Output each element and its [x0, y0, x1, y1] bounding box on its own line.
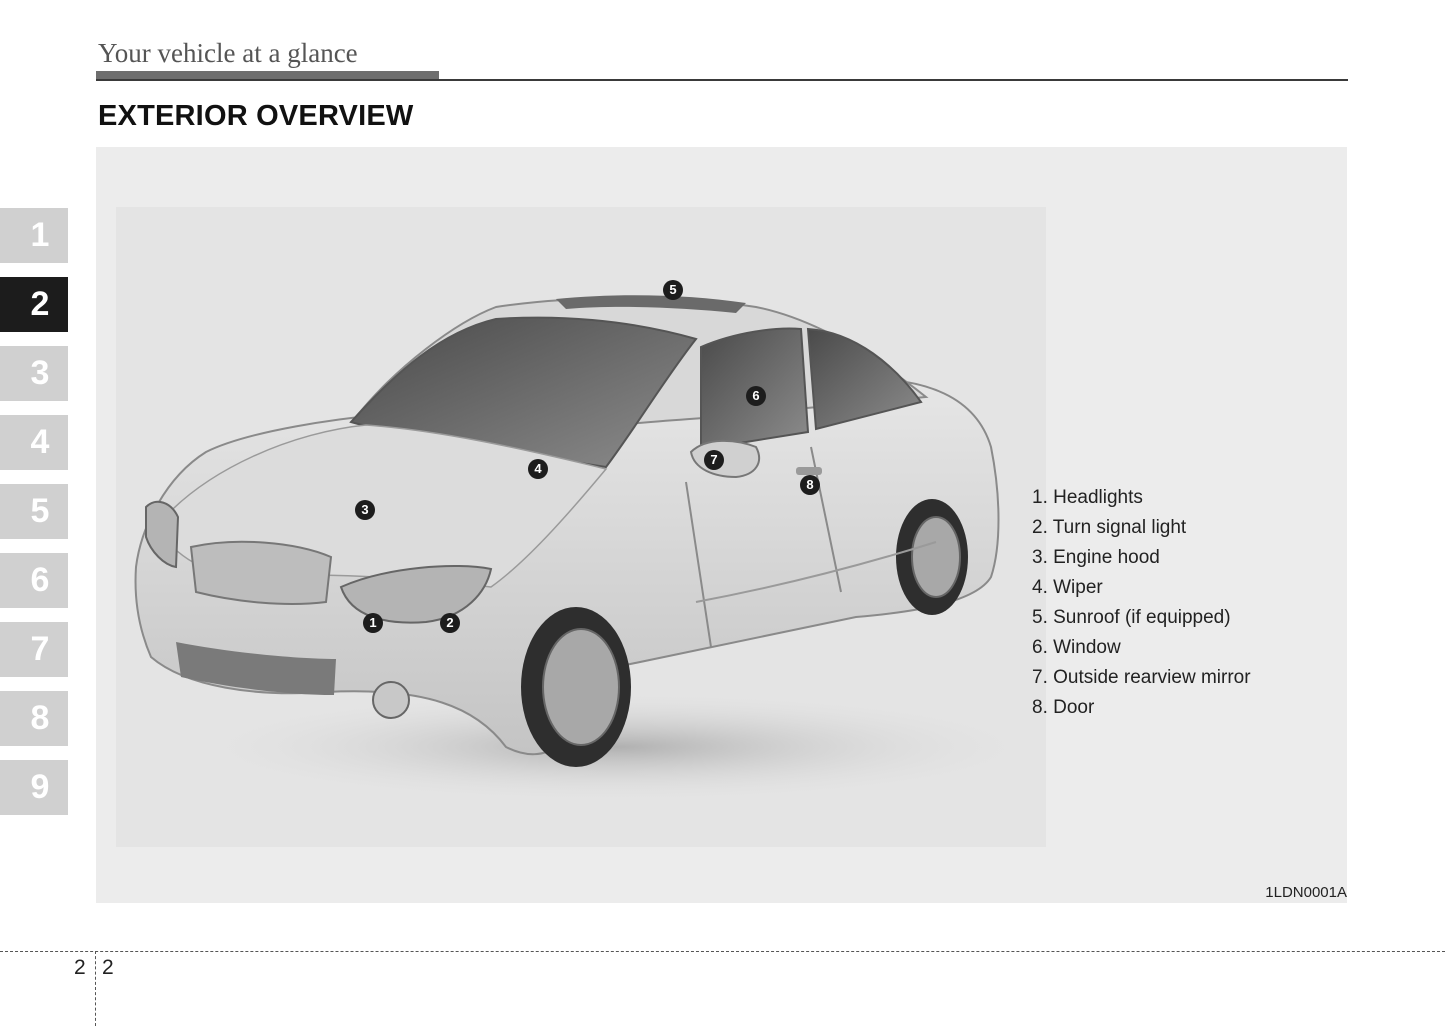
- chapter-tab-1[interactable]: 1: [0, 208, 68, 263]
- legend-item: 8. Door: [1032, 697, 1095, 718]
- legend-item: 3. Engine hood: [1032, 547, 1160, 568]
- fog-light: [373, 682, 409, 718]
- legend-item: 1. Headlights: [1032, 487, 1143, 508]
- parts-legend: [1032, 483, 1251, 723]
- chapter-tab-7[interactable]: 7: [0, 622, 68, 677]
- footer-vertical-divider: [95, 951, 96, 1026]
- grille: [191, 542, 331, 604]
- legend-item: 4. Wiper: [1032, 577, 1103, 598]
- footer-page-number: 2: [102, 956, 114, 979]
- callout-1: 1: [363, 613, 383, 633]
- chapter-tab-3[interactable]: 3: [0, 346, 68, 401]
- chapter-tabs: [0, 208, 68, 829]
- callout-7: 7: [704, 450, 724, 470]
- chapter-tab-9[interactable]: 9: [0, 760, 68, 815]
- legend-item: 5. Sunroof (if equipped): [1032, 607, 1231, 628]
- chapter-tab-8[interactable]: 8: [0, 691, 68, 746]
- callout-4: 4: [528, 459, 548, 479]
- legend-item: 2. Turn signal light: [1032, 517, 1187, 538]
- figure-code: 1LDN0001A: [1265, 884, 1347, 901]
- callout-6: 6: [746, 386, 766, 406]
- callout-2: 2: [440, 613, 460, 633]
- callout-8: 8: [800, 475, 820, 495]
- callout-3: 3: [355, 500, 375, 520]
- chapter-tab-5[interactable]: 5: [0, 484, 68, 539]
- chapter-tab-6[interactable]: 6: [0, 553, 68, 608]
- chapter-tab-2[interactable]: 2: [0, 277, 68, 332]
- header-rule: [96, 79, 1348, 81]
- footer-section-number: 2: [74, 956, 86, 979]
- footer-divider: [0, 951, 1445, 952]
- section-title: EXTERIOR OVERVIEW: [98, 100, 414, 132]
- running-head: Your vehicle at a glance: [98, 38, 358, 68]
- legend-item: 6. Window: [1032, 637, 1121, 658]
- exterior-figure: [96, 147, 1347, 903]
- legend-item: 7. Outside rearview mirror: [1032, 667, 1251, 688]
- chapter-tab-4[interactable]: 4: [0, 415, 68, 470]
- callout-5: 5: [663, 280, 683, 300]
